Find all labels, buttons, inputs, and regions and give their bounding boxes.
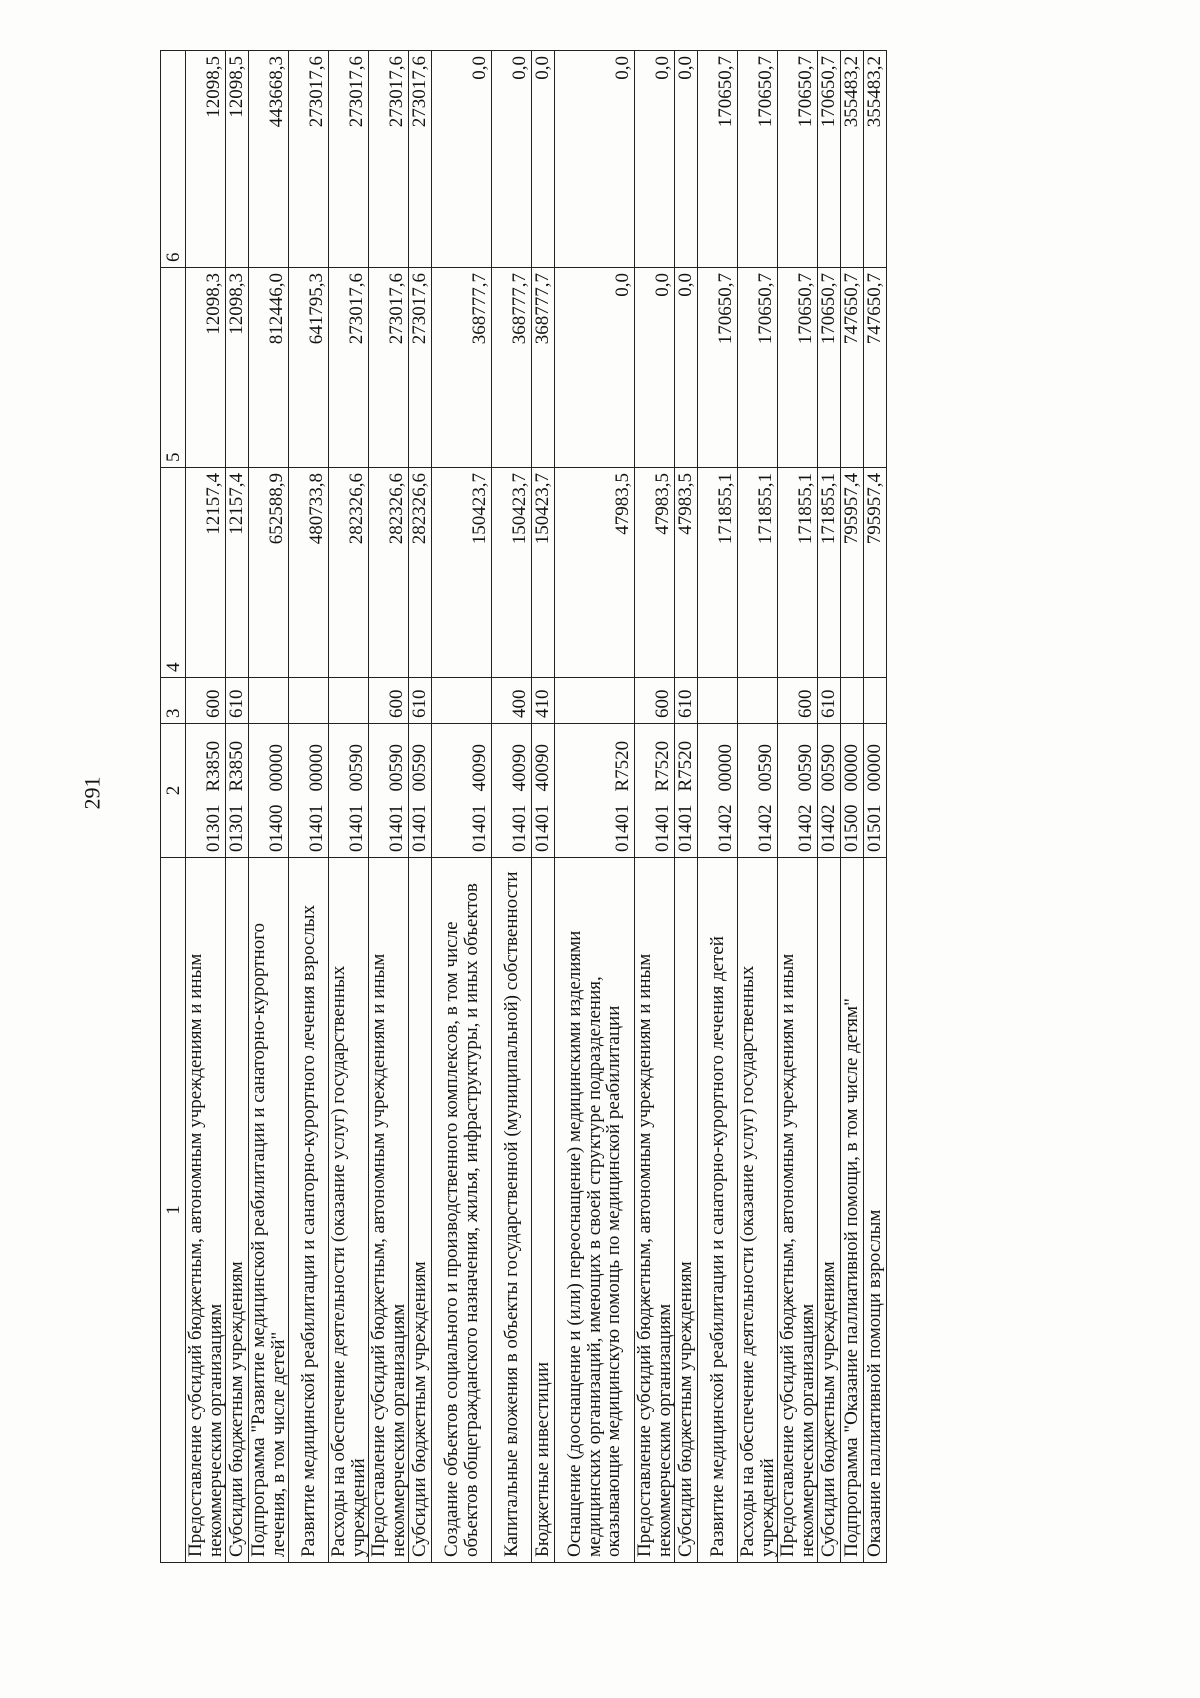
row-value-col-4: 171855,1 xyxy=(738,468,778,678)
row-code-program: 01501 xyxy=(864,796,887,858)
row-value-col-5: 368777,7 xyxy=(532,268,555,468)
row-value-col-5: 170650,7 xyxy=(738,268,778,468)
row-code-direction: 40090 xyxy=(492,724,532,796)
row-value-col-6: 0,0 xyxy=(675,51,698,268)
row-name: Расходы на обеспечение деятельности (оказание услуг) государственных учреждений xyxy=(329,858,369,1563)
row-code-expense-type xyxy=(432,678,492,724)
row-value-col-4: 47983,5 xyxy=(675,468,698,678)
row-value-col-6: 443668,3 xyxy=(249,51,289,268)
row-code-expense-type: 600 xyxy=(778,678,818,724)
row-value-col-5: 12098,3 xyxy=(226,268,249,468)
row-code-program: 01401 xyxy=(492,796,532,858)
row-code-program: 01400 xyxy=(249,796,289,858)
row-value-col-5: 0,0 xyxy=(675,268,698,468)
row-code-program: 01401 xyxy=(675,796,698,858)
row-code-expense-type: 610 xyxy=(226,678,249,724)
row-code-direction: 00590 xyxy=(778,724,818,796)
row-code-direction: 00000 xyxy=(289,724,329,796)
row-code-program: 01401 xyxy=(432,796,492,858)
row-name: Бюджетные инвестиции xyxy=(532,858,555,1563)
row-code-direction: 00590 xyxy=(738,724,778,796)
row-code-expense-type: 600 xyxy=(186,678,226,724)
row-value-col-6: 0,0 xyxy=(635,51,675,268)
header-col-6: 6 xyxy=(161,51,186,268)
row-value-col-5: 368777,7 xyxy=(492,268,532,468)
row-code-direction: 00000 xyxy=(864,724,887,796)
page-number: 291 xyxy=(79,776,105,810)
row-code-expense-type xyxy=(864,678,887,724)
row-value-col-4: 47983,5 xyxy=(555,468,635,678)
row-value-col-5: 747650,7 xyxy=(841,268,864,468)
row-code-expense-type: 610 xyxy=(675,678,698,724)
row-value-col-4: 150423,7 xyxy=(492,468,532,678)
table-row xyxy=(698,51,738,1563)
row-value-col-6: 0,0 xyxy=(492,51,532,268)
row-value-col-6: 12098,5 xyxy=(186,51,226,268)
row-value-col-4: 171855,1 xyxy=(818,468,841,678)
row-value-col-6: 355483,2 xyxy=(864,51,887,268)
row-code-direction: 00590 xyxy=(409,724,432,796)
row-value-col-4: 795957,4 xyxy=(864,468,887,678)
row-name: Субсидии бюджетным учреждениям xyxy=(675,858,698,1563)
row-value-col-5: 273017,6 xyxy=(369,268,409,468)
row-code-direction: R3850 xyxy=(186,724,226,796)
row-code-direction: R7520 xyxy=(675,724,698,796)
row-value-col-4: 150423,7 xyxy=(532,468,555,678)
table-row xyxy=(635,51,675,1563)
row-value-col-5: 641795,3 xyxy=(289,268,329,468)
row-name: Оказание паллиативной помощи взрослым xyxy=(864,858,887,1563)
table-row xyxy=(555,51,635,1563)
row-value-col-5: 0,0 xyxy=(555,268,635,468)
row-value-col-6: 355483,2 xyxy=(841,51,864,268)
table-row xyxy=(675,51,698,1563)
row-code-direction: 00000 xyxy=(249,724,289,796)
header-col-4: 4 xyxy=(161,468,186,678)
row-value-col-6: 273017,6 xyxy=(329,51,369,268)
row-code-expense-type xyxy=(329,678,369,724)
row-value-col-4: 282326,6 xyxy=(409,468,432,678)
header-col-5: 5 xyxy=(161,268,186,468)
row-code-direction: 00000 xyxy=(698,724,738,796)
row-value-col-4: 282326,6 xyxy=(369,468,409,678)
table-row xyxy=(864,51,887,1563)
table-row xyxy=(186,51,226,1563)
row-name: Предоставление субсидий бюджетным, автономным учреждениям и иным некоммерческим организациям xyxy=(186,858,226,1563)
row-value-col-6: 170650,7 xyxy=(698,51,738,268)
table-row xyxy=(409,51,432,1563)
row-name: Субсидии бюджетным учреждениям xyxy=(226,858,249,1563)
row-name: Субсидии бюджетным учреждениям xyxy=(818,858,841,1563)
row-name: Капитальные вложения в объекты государственной (муниципальной) собственности xyxy=(492,858,532,1563)
row-value-col-4: 282326,6 xyxy=(329,468,369,678)
header-col-1: 1 xyxy=(161,858,186,1563)
row-value-col-5: 273017,6 xyxy=(329,268,369,468)
row-code-direction: 00590 xyxy=(329,724,369,796)
row-code-direction: R3850 xyxy=(226,724,249,796)
row-code-expense-type xyxy=(698,678,738,724)
row-value-col-5: 12098,3 xyxy=(186,268,226,468)
row-name: Подпрограмма "Развитие медицинской реабилитации и санаторно-курортного лечения, в том числе детей" xyxy=(249,858,289,1563)
row-code-program: 01402 xyxy=(738,796,778,858)
row-code-program: 01500 xyxy=(841,796,864,858)
table-row xyxy=(369,51,409,1563)
row-value-col-5: 812446,0 xyxy=(249,268,289,468)
row-value-col-6: 273017,6 xyxy=(289,51,329,268)
row-value-col-4: 12157,4 xyxy=(186,468,226,678)
row-code-direction: R7520 xyxy=(555,724,635,796)
row-code-direction: 00000 xyxy=(841,724,864,796)
table-row xyxy=(532,51,555,1563)
row-code-program: 01401 xyxy=(555,796,635,858)
row-code-program: 01402 xyxy=(818,796,841,858)
row-name: Оснащение (дооснащение и (или) переоснащение) медицинскими изделиями медицинских организаций, имеющих в своей структуре подразделения, оказывающие медицинскую помощь по медицинской реабилитации xyxy=(555,858,635,1563)
row-code-direction: R7520 xyxy=(635,724,675,796)
row-code-direction: 00590 xyxy=(818,724,841,796)
row-name: Субсидии бюджетным учреждениям xyxy=(409,858,432,1563)
row-code-expense-type xyxy=(555,678,635,724)
row-code-direction: 00590 xyxy=(369,724,409,796)
row-name: Предоставление субсидий бюджетным, автономным учреждениям и иным некоммерческим организациям xyxy=(369,858,409,1563)
row-value-col-6: 170650,7 xyxy=(778,51,818,268)
row-code-expense-type: 600 xyxy=(369,678,409,724)
row-code-program: 01402 xyxy=(778,796,818,858)
row-code-expense-type xyxy=(841,678,864,724)
row-code-program: 01401 xyxy=(329,796,369,858)
table-row xyxy=(432,51,492,1563)
row-code-expense-type: 610 xyxy=(409,678,432,724)
row-code-expense-type xyxy=(289,678,329,724)
table-row xyxy=(249,51,289,1563)
row-code-program: 01401 xyxy=(289,796,329,858)
row-code-program: 01401 xyxy=(635,796,675,858)
row-value-col-6: 0,0 xyxy=(432,51,492,268)
budget-table-container xyxy=(160,51,886,1563)
row-code-program: 01402 xyxy=(698,796,738,858)
row-code-expense-type xyxy=(738,678,778,724)
table-body xyxy=(186,51,887,1563)
row-value-col-5: 170650,7 xyxy=(778,268,818,468)
table-row xyxy=(289,51,329,1563)
row-name: Создание объектов социального и производственного комплексов, в том числе объектов общегражданского назначения, жилья, инфраструктуры, и иных объектов xyxy=(432,858,492,1563)
row-code-expense-type: 410 xyxy=(532,678,555,724)
table-row xyxy=(841,51,864,1563)
row-code-program: 01301 xyxy=(186,796,226,858)
header-row xyxy=(161,51,186,1563)
row-name: Расходы на обеспечение деятельности (оказание услуг) государственных учреждений xyxy=(738,858,778,1563)
row-value-col-5: 170650,7 xyxy=(818,268,841,468)
row-value-col-5: 368777,7 xyxy=(432,268,492,468)
table-row xyxy=(329,51,369,1563)
row-value-col-5: 273017,6 xyxy=(409,268,432,468)
row-value-col-4: 47983,5 xyxy=(635,468,675,678)
table-row xyxy=(778,51,818,1563)
row-value-col-4: 480733,8 xyxy=(289,468,329,678)
row-value-col-6: 12098,5 xyxy=(226,51,249,268)
table-row xyxy=(738,51,778,1563)
row-value-col-5: 747650,7 xyxy=(864,268,887,468)
row-name: Предоставление субсидий бюджетным, автономным учреждениям и иным некоммерческим организациям xyxy=(635,858,675,1563)
row-code-program: 01401 xyxy=(532,796,555,858)
row-name: Развитие медицинской реабилитации и санаторно-курортного лечения взрослых xyxy=(289,858,329,1563)
row-value-col-6: 0,0 xyxy=(555,51,635,268)
row-code-program: 01301 xyxy=(226,796,249,858)
row-code-direction: 40090 xyxy=(432,724,492,796)
row-value-col-5: 0,0 xyxy=(635,268,675,468)
header-col-2: 2 xyxy=(161,724,186,858)
header-col-3: 3 xyxy=(161,678,186,724)
table-row xyxy=(226,51,249,1563)
row-code-expense-type: 600 xyxy=(635,678,675,724)
row-name: Развитие медицинской реабилитации и санаторно-курортного лечения детей xyxy=(698,858,738,1563)
row-code-expense-type: 610 xyxy=(818,678,841,724)
row-value-col-6: 170650,7 xyxy=(818,51,841,268)
budget-table xyxy=(160,50,887,1563)
row-value-col-6: 170650,7 xyxy=(738,51,778,268)
row-value-col-4: 652588,9 xyxy=(249,468,289,678)
row-value-col-6: 273017,6 xyxy=(409,51,432,268)
row-code-direction: 40090 xyxy=(532,724,555,796)
row-value-col-6: 273017,6 xyxy=(369,51,409,268)
row-code-program: 01401 xyxy=(369,796,409,858)
row-code-program: 01401 xyxy=(409,796,432,858)
row-value-col-4: 171855,1 xyxy=(698,468,738,678)
row-code-expense-type: 400 xyxy=(492,678,532,724)
table-row xyxy=(818,51,841,1563)
table-row xyxy=(492,51,532,1563)
row-value-col-4: 150423,7 xyxy=(432,468,492,678)
row-name: Предоставление субсидий бюджетным, автономным учреждениям и иным некоммерческим организациям xyxy=(778,858,818,1563)
row-code-expense-type xyxy=(249,678,289,724)
row-value-col-6: 0,0 xyxy=(532,51,555,268)
row-value-col-4: 171855,1 xyxy=(778,468,818,678)
row-value-col-4: 795957,4 xyxy=(841,468,864,678)
row-value-col-5: 170650,7 xyxy=(698,268,738,468)
row-name: Подпрограмма "Оказание паллиативной помощи, в том числе детям" xyxy=(841,858,864,1563)
row-value-col-4: 12157,4 xyxy=(226,468,249,678)
